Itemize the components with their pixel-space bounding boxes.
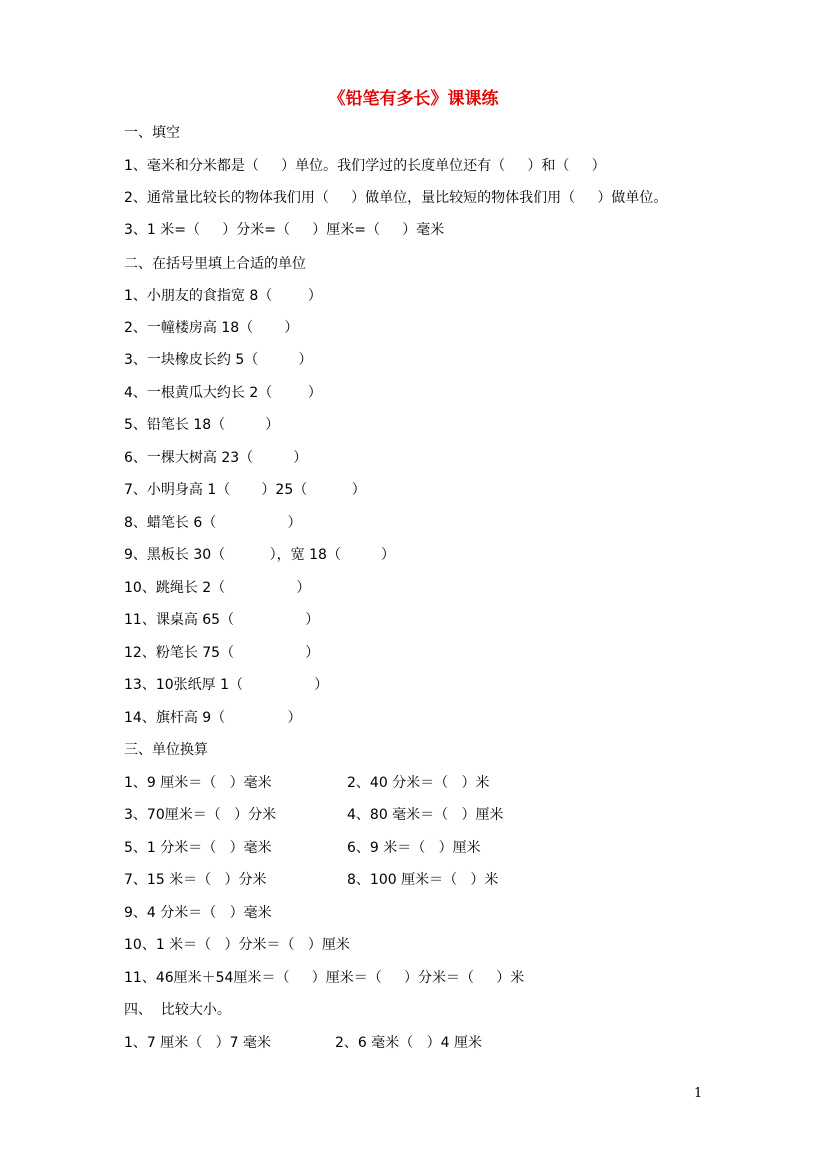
question-line: 6、9 米＝（ ）厘米 (347, 840, 481, 856)
question-line: 10、跳绳长 2（ ） (124, 580, 311, 596)
question-line: 11、46厘米＋54厘米＝（ ）厘米＝（ ）分米＝（ ）米 (124, 970, 525, 986)
question-line: 4、80 毫米＝（ ）厘米 (347, 807, 504, 823)
question-line: 2、6 毫米（ ）4 厘米 (335, 1035, 482, 1051)
page-number: 1 (694, 1086, 703, 1101)
question-line: 3、70厘米＝（ ）分米 (124, 807, 277, 823)
question-line: 13、10张纸厚 1（ ） (124, 677, 329, 693)
question-line: 10、1 米＝（ ）分米＝（ ）厘米 (124, 937, 350, 953)
section-heading: 二、在括号里填上合适的单位 (124, 256, 306, 272)
question-line: 8、蜡笔长 6（ ） (124, 515, 302, 531)
question-line: 4、一根黄瓜大约长 2（ ） (124, 385, 322, 401)
question-line: 1、小朋友的食指宽 8（ ） (124, 288, 322, 304)
question-line: 14、旗杆高 9（ ） (124, 710, 302, 726)
question-line: 7、15 米＝（ ）分米 (124, 872, 267, 888)
section-heading: 一、填空 (124, 125, 180, 141)
question-line: 8、100 厘米＝（ ）米 (347, 872, 499, 888)
question-line: 2、一幢楼房高 18（ ） (124, 320, 299, 336)
question-line: 2、通常量比较长的物体我们用（ ）做单位，量比较短的物体我们用（ ）做单位。 (124, 190, 668, 206)
question-line: 5、铅笔长 18（ ） (124, 417, 280, 433)
question-line: 9、4 分米＝（ ）毫米 (124, 905, 272, 921)
question-line: 3、一块橡皮长约 5（ ） (124, 352, 313, 368)
question-line: 1、7 厘米（ ）7 毫米 (124, 1035, 271, 1051)
question-line: 1、9 厘米＝（ ）毫米 (124, 775, 272, 791)
section-heading: 三、单位换算 (124, 742, 208, 758)
question-line: 7、小明身高 1（ ）25（ ） (124, 482, 366, 498)
question-line: 6、一棵大树高 23（ ） (124, 450, 308, 466)
question-line: 11、课桌高 65（ ） (124, 612, 320, 628)
question-line: 3、1 米=（ ）分米=（ ）厘米=（ ）毫米 (124, 222, 445, 238)
question-line: 5、1 分米＝（ ）毫米 (124, 840, 272, 856)
question-line: 12、粉笔长 75（ ） (124, 645, 320, 661)
question-line: 1、毫米和分米都是（ ）单位。我们学过的长度单位还有（ ）和（ ） (124, 158, 606, 174)
question-line: 2、40 分米＝（ ）米 (347, 775, 490, 791)
page-title: 《铅笔有多长》课课练 (328, 89, 499, 109)
section-heading: 四、 比较大小。 (124, 1002, 231, 1018)
question-line: 9、黑板长 30（ ），宽 18（ ） (124, 547, 395, 563)
